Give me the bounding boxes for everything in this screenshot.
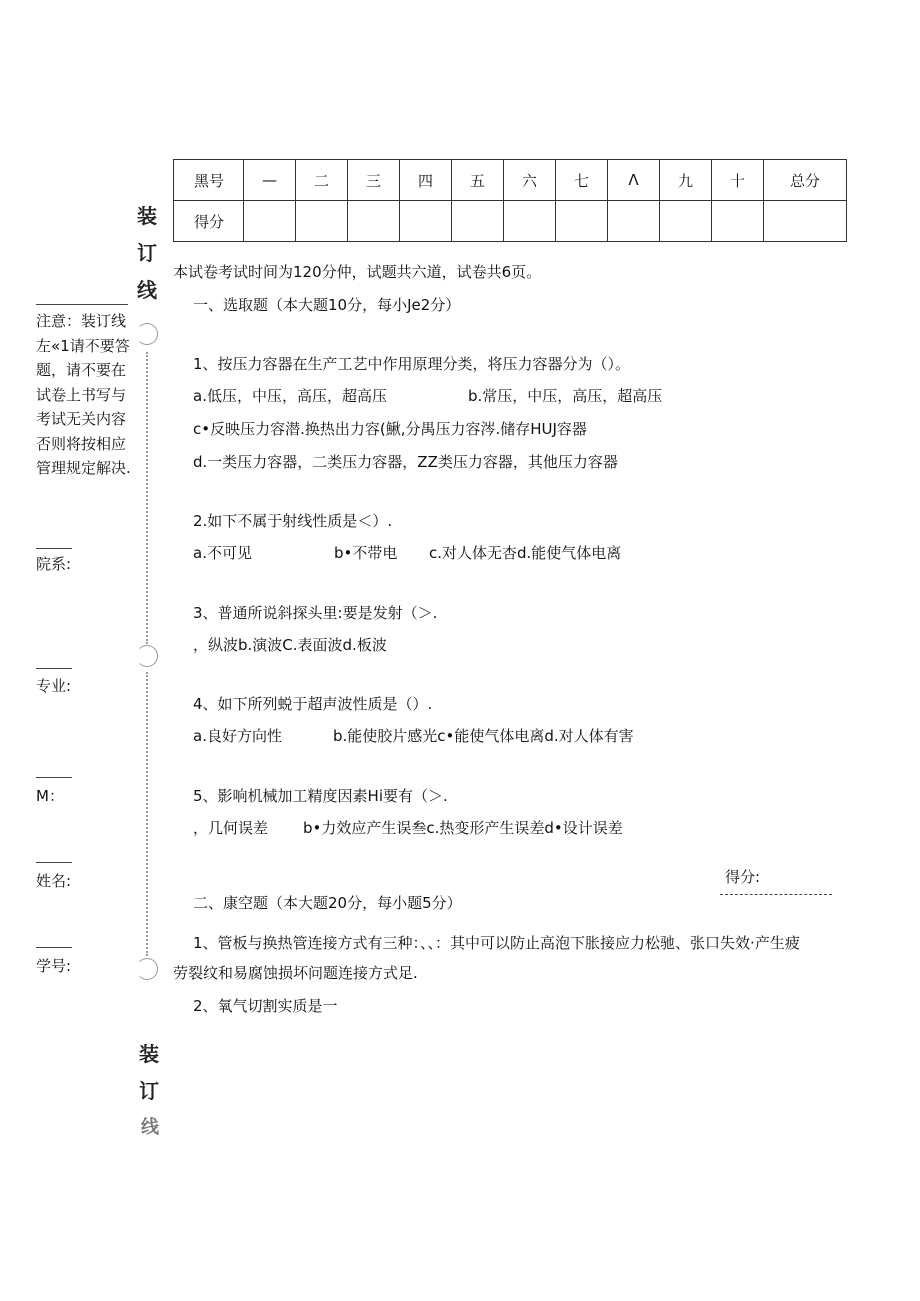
class-line[interactable] — [36, 777, 72, 778]
binding-dotted-line-2 — [146, 672, 148, 956]
section2-title: 二、康空题（本大题20分，每小题5分） — [193, 894, 462, 912]
score-table-header-row — [174, 160, 847, 201]
dept-line[interactable] — [36, 548, 72, 549]
score-table-col-4: 四 — [400, 160, 452, 201]
binding-char-top-2: 订 — [137, 241, 157, 265]
score-table-row2-header: 得分 — [174, 201, 244, 242]
score-table-col-5: 五 — [452, 160, 504, 201]
binding-char-top-1: 装 — [137, 204, 157, 228]
score-table-col-10: 十 — [712, 160, 764, 201]
q5-stem: 5、影响机械加工精度因素Hi要有（＞. — [193, 787, 448, 805]
q1-option-c: c•反映压力容潜.换热出力容(鰍,分禺压力容涔.储存HUJ容器 — [193, 420, 587, 438]
q4-option-a: a.良好方向性 — [193, 727, 282, 745]
s2-q1-line2: 劳裂纹和易腐蚀损坏问题连接方式足. — [173, 964, 418, 982]
score-table-score-row — [174, 201, 847, 242]
q2-stem: 2.如下不属于射线性质是＜）. — [193, 512, 393, 530]
score-cell-9[interactable] — [660, 201, 712, 242]
score-cell-total[interactable] — [764, 201, 847, 242]
section2-score-label: 得分: — [725, 868, 761, 886]
score-table-col-8: Λ — [608, 160, 660, 201]
q1-option-b: b.常压，中压，高压，超高压 — [468, 387, 663, 405]
section1-title: 一、选取题（本大题10分，每小Je2分） — [193, 296, 461, 314]
q1-option-d: d.一类压力容器，二类压力容器，ZZ类压力容器，其他压力容器 — [193, 453, 618, 471]
q5-option-bcd: b•力效应产生误叁c.热变形产生误差d•设计误差 — [303, 819, 623, 837]
name-label: 姓名: — [36, 872, 72, 890]
q3-stem: 3、普通所说斜探头里:要是发射（＞. — [193, 604, 438, 622]
q4-stem: 4、如下所列蜕于超声波性质是（）. — [193, 695, 433, 713]
binding-char-top-3: 线 — [137, 278, 157, 302]
q1-option-a: a.低压，中压，高压，超高压 — [193, 387, 387, 405]
q5-option-a: ，几何误差 — [193, 819, 269, 837]
exam-intro: 本试卷考试时间为120分仲，试题共六道，试卷共6页。 — [173, 263, 542, 281]
q2-option-b: b•不带电 — [334, 544, 398, 562]
s2-q2: 2、氧气切割实质是一 — [193, 997, 338, 1015]
binding-char-bottom-3: 线 — [141, 1117, 159, 1138]
score-cell-8[interactable] — [608, 201, 660, 242]
q2-option-cd: c.对人体无杏d.能使气体电离 — [429, 544, 622, 562]
score-table-col-3: 三 — [348, 160, 400, 201]
student-id-line[interactable] — [36, 947, 72, 948]
score-table-col-9: 九 — [660, 160, 712, 201]
name-line[interactable] — [36, 862, 72, 863]
binding-hole-2 — [136, 645, 158, 667]
class-label: M： — [36, 787, 64, 805]
dept-label: 院系: — [36, 555, 72, 573]
score-table-col-6: 六 — [504, 160, 556, 201]
section2-score-blank[interactable] — [720, 894, 832, 895]
major-line[interactable] — [36, 668, 72, 669]
binding-hole-3 — [136, 958, 158, 980]
major-label: 专业: — [36, 677, 72, 695]
score-table-col-2: 二 — [296, 160, 348, 201]
score-cell-6[interactable] — [504, 201, 556, 242]
binding-notice: 注意：装订线左«1请不要答题，请不要在试卷上书写与考试无关内容否则将按相应管理规定解决. — [36, 312, 131, 477]
q3-options: ，纵波b.演波C.表面波d.板波 — [193, 636, 387, 654]
score-cell-10[interactable] — [712, 201, 764, 242]
score-cell-4[interactable] — [400, 201, 452, 242]
score-table-total-label: 总分 — [764, 160, 847, 201]
q4-option-bcd: b.能使胶片感光c•能使气体电离d.对人体有害 — [333, 727, 634, 745]
score-table-col-7: 七 — [556, 160, 608, 201]
binding-hole-1 — [136, 323, 158, 345]
score-cell-3[interactable] — [348, 201, 400, 242]
binding-char-bottom-2: 订 — [139, 1079, 159, 1103]
score-table-row1-header: 黑号 — [174, 160, 244, 201]
s2-q1-line1: 1、管板与换热管连接方式有三种：、、：其中可以防止高泡下胀接应力松驰、张口失效·产生疲 — [193, 934, 800, 952]
binding-dotted-line-1 — [146, 352, 148, 644]
score-cell-1[interactable] — [244, 201, 296, 242]
score-cell-5[interactable] — [452, 201, 504, 242]
q2-option-a: a.不可见 — [193, 544, 252, 562]
score-table — [173, 159, 847, 242]
score-cell-7[interactable] — [556, 201, 608, 242]
notice-top-line — [36, 304, 128, 305]
binding-char-bottom-1: 装 — [139, 1042, 159, 1066]
student-id-label: 学号: — [36, 957, 72, 975]
score-table-col-1: — — [244, 160, 296, 201]
q1-stem: 1、按压力容器在生产工艺中作用原理分类，将压力容器分为（）。 — [193, 355, 631, 373]
score-cell-2[interactable] — [296, 201, 348, 242]
